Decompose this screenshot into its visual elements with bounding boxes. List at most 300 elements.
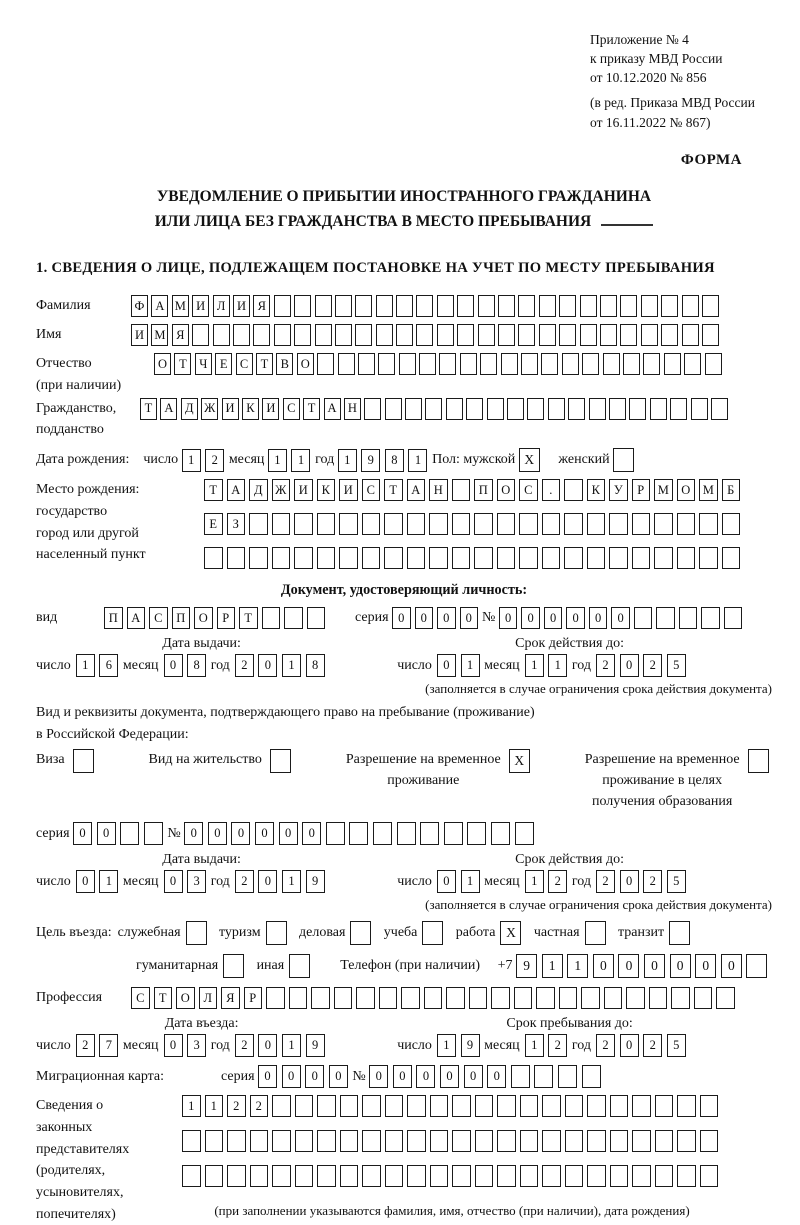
char-box: . [542, 479, 561, 501]
char-box [405, 398, 422, 420]
char-box [654, 547, 673, 569]
char-box: 0 [721, 954, 742, 978]
char-box [677, 1165, 696, 1187]
char-box [452, 1095, 471, 1117]
option-temporary-residence-education: Разрешение на временное проживание в целях получения образования [585, 749, 772, 812]
char-box: 0 [487, 1065, 506, 1088]
char-box: И [339, 479, 358, 501]
char-box [520, 1165, 539, 1187]
char-box: 0 [620, 1034, 639, 1057]
char-box [632, 513, 651, 535]
char-box [340, 1165, 359, 1187]
char-box [204, 547, 223, 569]
char-box: 2 [596, 1034, 615, 1057]
char-box [339, 547, 358, 569]
char-box [626, 987, 645, 1009]
char-box [385, 398, 402, 420]
residence-doc-options [36, 749, 772, 812]
char-box [641, 324, 658, 346]
char-box [507, 398, 524, 420]
migration-number-boxes [369, 1065, 605, 1088]
representatives-block [36, 1095, 772, 1225]
char-box: Я [253, 295, 270, 317]
char-box [249, 547, 268, 569]
char-box [437, 324, 454, 346]
visit-purpose-label: Цель въезда: [36, 925, 112, 941]
char-box [294, 324, 311, 346]
char-box [699, 513, 718, 535]
amendment-line-2: от 16.11.2022 № 867) [590, 114, 711, 130]
char-box [466, 398, 483, 420]
purpose-study-checkbox [422, 921, 446, 945]
sex-male-checkbox [519, 448, 545, 472]
purpose-other: иная [257, 954, 314, 978]
identity-issue-day [76, 654, 123, 677]
char-box [317, 547, 336, 569]
char-box [671, 987, 690, 1009]
identity-validity-header: Срок действия до: [515, 636, 625, 652]
char-box: 0 [437, 654, 456, 677]
char-box [582, 353, 599, 375]
char-box [677, 547, 696, 569]
char-box [362, 1165, 381, 1187]
order-date-line: от 10.12.2020 № 856 [590, 70, 707, 86]
char-box [262, 607, 281, 629]
char-box [515, 822, 534, 845]
purpose-business-checkbox [186, 921, 210, 945]
stay-month [525, 1034, 572, 1057]
char-box: 0 [437, 870, 456, 893]
char-box: Н [429, 479, 448, 501]
given-name-boxes [131, 324, 722, 346]
char-box: 0 [437, 607, 456, 629]
char-box [339, 513, 358, 535]
char-box [632, 1095, 651, 1117]
char-box: Ч [195, 353, 212, 375]
char-box: 9 [306, 1034, 325, 1057]
char-box: 0 [618, 954, 639, 978]
char-box: 9 [461, 1034, 480, 1057]
char-box [682, 324, 699, 346]
char-box [419, 353, 436, 375]
char-box [519, 547, 538, 569]
char-box [317, 1130, 336, 1152]
char-box [632, 547, 651, 569]
char-box [307, 607, 326, 629]
identity-validity-year [596, 654, 690, 677]
char-box: И [233, 295, 250, 317]
char-box [272, 1095, 291, 1117]
identity-doc-kind-row [36, 607, 772, 629]
purpose-private-checkbox [585, 921, 609, 945]
char-box [600, 295, 617, 317]
char-box: 1 [525, 870, 544, 893]
char-box: П [172, 607, 191, 629]
char-box [585, 921, 606, 945]
residence-doc-date-headers [36, 852, 772, 868]
char-box [548, 398, 565, 420]
char-box: 2 [548, 870, 567, 893]
char-box [661, 324, 678, 346]
char-box: А [324, 398, 341, 420]
char-box [289, 954, 310, 978]
char-box: 0 [416, 1065, 435, 1088]
char-box: 6 [99, 654, 118, 677]
char-box [480, 353, 497, 375]
entry-year [235, 1034, 329, 1057]
char-box [491, 987, 510, 1009]
char-box [700, 1095, 719, 1117]
char-box [315, 295, 332, 317]
char-box [424, 987, 443, 1009]
char-box [452, 547, 471, 569]
char-box [536, 987, 555, 1009]
char-box [655, 1130, 674, 1152]
char-box [670, 398, 687, 420]
stay-day [437, 1034, 484, 1057]
representatives-note: (при заполнении указываются фамилия, имя, отчество (при наличии), дата рождения) [214, 1203, 690, 1219]
char-box [565, 1130, 584, 1152]
char-box [334, 987, 353, 1009]
char-box: Р [217, 607, 236, 629]
char-box [358, 353, 375, 375]
char-box [542, 1165, 561, 1187]
char-box [249, 513, 268, 535]
option-residence-permit: Вид на жительство [149, 749, 295, 773]
char-box: 1 [567, 954, 588, 978]
char-box [233, 324, 250, 346]
char-box: 1 [525, 1034, 544, 1057]
char-box [396, 324, 413, 346]
char-box: 0 [258, 870, 277, 893]
sex-male-label: Пол: мужской [432, 452, 516, 468]
char-box [655, 1165, 674, 1187]
char-box [317, 1095, 336, 1117]
char-box [487, 398, 504, 420]
char-box: 0 [164, 870, 183, 893]
char-box [654, 513, 673, 535]
migration-series-label: серия [221, 1068, 255, 1084]
char-box: 1 [542, 954, 563, 978]
residence-issue-header: Дата выдачи: [162, 852, 241, 868]
char-box [376, 295, 393, 317]
char-box [497, 1130, 516, 1152]
char-box [430, 1095, 449, 1117]
char-box: 0 [593, 954, 614, 978]
char-box [475, 1130, 494, 1152]
char-box: 8 [385, 449, 404, 472]
char-box [326, 822, 345, 845]
purpose-other-checkbox [289, 954, 313, 978]
char-box [446, 398, 463, 420]
char-box [649, 987, 668, 1009]
char-box: Я [221, 987, 240, 1009]
char-box: К [317, 479, 336, 501]
profession-row [36, 987, 772, 1009]
char-box: И [262, 398, 279, 420]
char-box [457, 295, 474, 317]
representatives-boxes [182, 1095, 722, 1219]
char-box [609, 513, 628, 535]
profession-boxes [131, 987, 739, 1009]
char-box: 1 [525, 654, 544, 677]
char-box [182, 1165, 201, 1187]
identity-validity-month [525, 654, 572, 677]
char-box [317, 513, 336, 535]
char-box: 7 [99, 1034, 118, 1057]
char-box [338, 353, 355, 375]
purpose-humanitarian: гуманитарная [136, 954, 248, 978]
char-box [604, 987, 623, 1009]
migration-card-row [36, 1065, 772, 1088]
citizenship-label: Гражданство, подданство [36, 400, 117, 438]
char-box: 0 [231, 822, 250, 845]
char-box: С [149, 607, 168, 629]
identity-issue-year [235, 654, 329, 677]
char-box [542, 513, 561, 535]
patronymic-boxes [154, 353, 725, 375]
char-box: X [509, 749, 530, 773]
birthplace-labels: Место рождения: государство город или другой населенный пункт [36, 482, 146, 563]
char-box [564, 513, 583, 535]
char-box [539, 324, 556, 346]
char-box [452, 1165, 471, 1187]
identity-doc-kind-boxes [104, 607, 329, 629]
char-box: 3 [187, 1034, 206, 1057]
char-box [266, 987, 285, 1009]
forma-label: ФОРМА [680, 151, 742, 168]
char-box [498, 324, 515, 346]
stay-until-date: число 1 9 месяц 1 2 год 2 0 2 5 [397, 1034, 690, 1057]
char-box: 0 [566, 607, 585, 629]
char-box: 0 [97, 822, 116, 845]
char-box [213, 324, 230, 346]
char-box [587, 1130, 606, 1152]
char-box [609, 398, 626, 420]
char-box [467, 822, 486, 845]
char-box: Р [244, 987, 263, 1009]
char-box: М [654, 479, 673, 501]
char-box [679, 607, 698, 629]
char-box [475, 1165, 494, 1187]
entry-date-headers [36, 1016, 772, 1032]
char-box: Б [722, 479, 741, 501]
char-box: 1 [282, 654, 301, 677]
char-box [564, 547, 583, 569]
char-box: Ж [201, 398, 218, 420]
char-box [722, 513, 741, 535]
char-box: 0 [208, 822, 227, 845]
char-box [682, 295, 699, 317]
char-box [295, 1130, 314, 1152]
char-box: 1 [291, 449, 310, 472]
char-box [355, 295, 372, 317]
char-box [620, 295, 637, 317]
residence-validity-month [525, 870, 572, 893]
char-box: 2 [227, 1095, 246, 1117]
identity-doc-number-boxes [499, 607, 747, 629]
char-box [634, 607, 653, 629]
migration-number-label: № [352, 1068, 366, 1084]
char-box [724, 607, 743, 629]
char-box [362, 513, 381, 535]
char-box [250, 1165, 269, 1187]
char-box: 0 [393, 1065, 412, 1088]
char-box: Т [204, 479, 223, 501]
char-box [582, 1065, 601, 1088]
title-line-2: ИЛИ ЛИЦА БЕЗ ГРАЖДАНСТВА В МЕСТО ПРЕБЫВАНИЯ [36, 210, 772, 235]
char-box [478, 324, 495, 346]
residence-issue-day [76, 870, 123, 893]
char-box [356, 987, 375, 1009]
purpose-work-checkbox [500, 921, 524, 945]
char-box [568, 398, 585, 420]
char-box [205, 1165, 224, 1187]
char-box: 2 [235, 1034, 254, 1057]
entry-month [164, 1034, 211, 1057]
char-box: 2 [643, 870, 662, 893]
char-box [600, 324, 617, 346]
citizenship-boxes [140, 398, 731, 420]
char-box: 0 [302, 822, 321, 845]
identity-doc-number-label: № [482, 610, 496, 626]
representatives-row-2 [182, 1130, 722, 1152]
char-box: 9 [306, 870, 325, 893]
char-box [498, 295, 515, 317]
patronymic-label: Отчество (при наличии) [36, 356, 122, 394]
char-box [702, 324, 719, 346]
char-box: И [294, 479, 313, 501]
char-box: 0 [521, 607, 540, 629]
char-box [227, 1165, 246, 1187]
char-box: С [236, 353, 253, 375]
birth-year-boxes [338, 449, 432, 472]
identity-validity-date: число 0 1 месяц 1 1 год 2 0 2 5 [397, 654, 690, 677]
char-box: Н [344, 398, 361, 420]
char-box: К [242, 398, 259, 420]
char-box: Я [172, 324, 189, 346]
char-box: 9 [516, 954, 537, 978]
char-box [474, 547, 493, 569]
temporary-residence-checkbox [509, 749, 533, 773]
char-box [655, 1095, 674, 1117]
purpose-humanitarian-checkbox [223, 954, 247, 978]
birth-month-label: месяц [228, 452, 265, 468]
char-box [227, 1130, 246, 1152]
char-box [452, 1130, 471, 1152]
char-box [272, 547, 291, 569]
char-box [144, 822, 163, 845]
char-box: П [104, 607, 123, 629]
char-box [587, 513, 606, 535]
char-box: 3 [187, 870, 206, 893]
char-box: 2 [596, 654, 615, 677]
residence-validity-day [437, 870, 484, 893]
char-box: 1 [99, 870, 118, 893]
phone-prefix: +7 [497, 958, 513, 974]
char-box [425, 398, 442, 420]
char-box [542, 1095, 561, 1117]
char-box [559, 987, 578, 1009]
char-box [294, 513, 313, 535]
purpose-transit: транзит [618, 921, 694, 945]
phone-label: Телефон (при наличии) [340, 958, 481, 974]
entry-date-header: Дата въезда: [164, 1016, 239, 1032]
char-box [587, 547, 606, 569]
char-box: 0 [644, 954, 665, 978]
char-box [539, 295, 556, 317]
identity-doc-kind-label: вид [36, 610, 58, 626]
char-box: X [500, 921, 521, 945]
char-box [446, 987, 465, 1009]
char-box [362, 1130, 381, 1152]
char-box [542, 1130, 561, 1152]
char-box [407, 547, 426, 569]
char-box: Т [239, 607, 258, 629]
char-box [632, 1165, 651, 1187]
char-box: П [474, 479, 493, 501]
residence-issue-month [164, 870, 211, 893]
residence-doc-line-1: Вид и реквизиты документа, подтверждающего право на пребывание (проживание) [36, 705, 535, 721]
char-box [613, 448, 634, 472]
birth-month-boxes [268, 449, 315, 472]
char-box [620, 324, 637, 346]
char-box: 0 [620, 654, 639, 677]
identity-doc-series-label: серия [355, 610, 389, 626]
char-box [542, 547, 561, 569]
char-box [192, 324, 209, 346]
char-box [511, 1065, 530, 1088]
representatives-row-3 [182, 1165, 722, 1187]
char-box: 0 [164, 1034, 183, 1057]
char-box: 1 [461, 654, 480, 677]
char-box: Т [140, 398, 157, 420]
order-line: к приказу МВД России [590, 51, 723, 67]
char-box: 2 [548, 1034, 567, 1057]
char-box [384, 547, 403, 569]
representatives-row-1 [182, 1095, 722, 1117]
sex-female-checkbox [613, 448, 639, 472]
char-box [452, 479, 471, 501]
char-box [497, 547, 516, 569]
char-box: Т [256, 353, 273, 375]
char-box [284, 607, 303, 629]
char-box: 8 [187, 654, 206, 677]
char-box: 0 [464, 1065, 483, 1088]
char-box [452, 513, 471, 535]
char-box [311, 987, 330, 1009]
char-box [610, 1130, 629, 1152]
char-box [317, 1165, 336, 1187]
char-box [420, 822, 439, 845]
residence-issue-year [235, 870, 329, 893]
char-box [355, 324, 372, 346]
char-box [746, 954, 767, 978]
char-box: И [131, 324, 148, 346]
option-visa: Виза [36, 749, 97, 773]
char-box [514, 987, 533, 1009]
char-box [501, 353, 518, 375]
char-box [120, 822, 139, 845]
char-box [518, 295, 535, 317]
char-box: 1 [282, 1034, 301, 1057]
char-box [562, 353, 579, 375]
purpose-tourism-checkbox [266, 921, 290, 945]
char-box [581, 987, 600, 1009]
entry-day [76, 1034, 123, 1057]
char-box [748, 749, 769, 773]
char-box: 0 [255, 822, 274, 845]
